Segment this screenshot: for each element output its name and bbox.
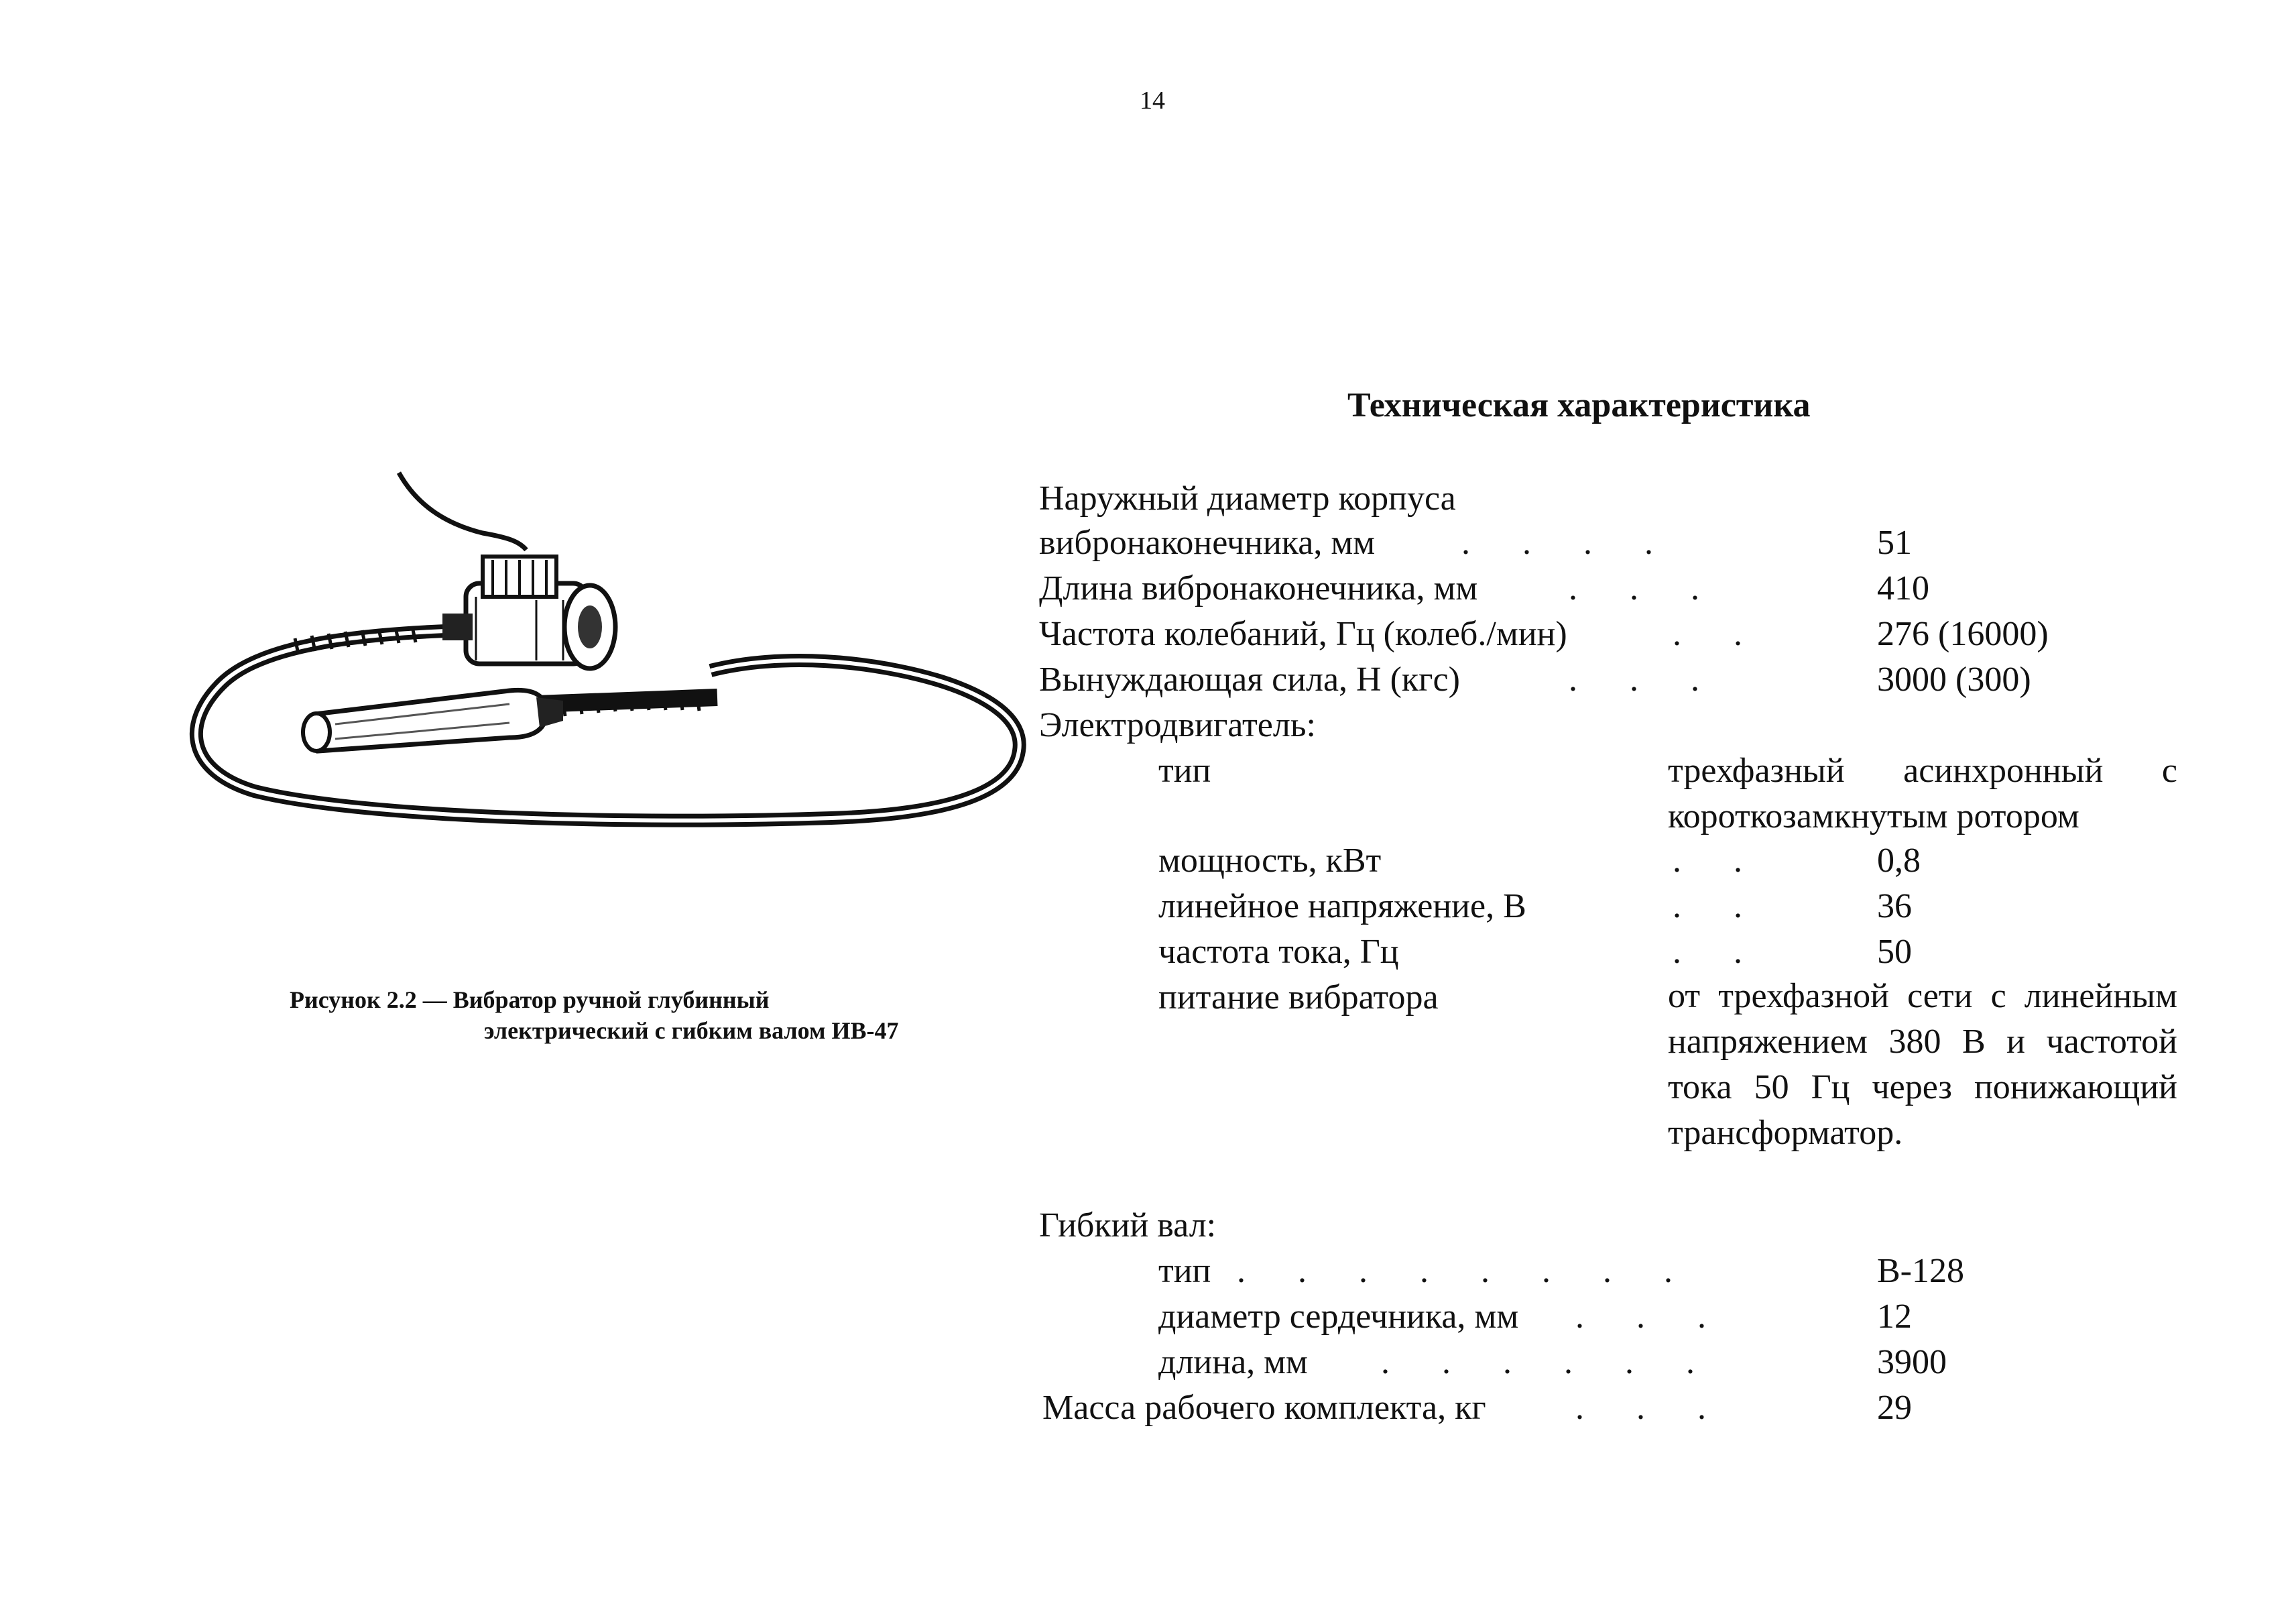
frequency-label: Частота колебаний, Гц (колеб./мин) xyxy=(1039,615,1567,653)
leader-dots: . . . . xyxy=(1461,524,1653,562)
leader-dots: . . . . . . . . xyxy=(1237,1252,1673,1290)
shaft-length-label: длина, мм xyxy=(1158,1343,1308,1381)
vibrator-illustration xyxy=(161,463,1032,898)
caption-line-2: электрический с гибким валом ИВ-47 xyxy=(484,1017,899,1044)
page-number: 14 xyxy=(1140,86,1165,115)
outer-diameter-value: 51 xyxy=(1877,524,1912,562)
frequency-value: 276 (16000) xyxy=(1877,615,2049,653)
supply-label: питание вибратора xyxy=(1158,978,1439,1017)
shaft-type-label: тип xyxy=(1158,1252,1211,1290)
power-label: мощность, кВт xyxy=(1158,842,1382,880)
voltage-value: 36 xyxy=(1877,887,1912,925)
core-diameter-label: диаметр сердечника, мм xyxy=(1158,1297,1519,1336)
power-value: 0,8 xyxy=(1877,842,1921,880)
leader-dots: . . . xyxy=(1575,1389,1706,1427)
motor-type-value: трехфазный асинхронный с короткозамкнутым ротором xyxy=(1668,752,2177,835)
leader-dots: . . xyxy=(1673,615,1742,653)
leader-dots: . . . xyxy=(1569,660,1699,699)
tip-length-label: Длина вибронаконечника, мм xyxy=(1039,569,1478,607)
tip-length-value: 410 xyxy=(1877,569,1929,607)
force-label: Вынуждающая сила, Н (кгс) xyxy=(1039,660,1460,699)
force-value: 3000 (300) xyxy=(1877,660,2031,699)
current-freq-label: частота тока, Гц xyxy=(1158,933,1399,971)
outer-diameter-label-2: вибронаконечника, мм xyxy=(1039,524,1376,562)
core-diameter-value: 12 xyxy=(1877,1297,1912,1336)
leader-dots: . . . . . . xyxy=(1381,1343,1695,1381)
supply-value: от трехфазной сети с линейным напряжением 380 В и частотой тока 50 Гц через понижающий трансформатор. xyxy=(1668,977,2177,1152)
leader-dots: . . . xyxy=(1569,569,1699,607)
outer-diameter-label-1: Наружный диаметр корпуса xyxy=(1039,479,1456,518)
leader-dots: . . . xyxy=(1575,1297,1706,1336)
mass-label: Масса рабочего комплекта, кг xyxy=(1042,1389,1486,1427)
leader-dots: . . xyxy=(1673,933,1742,971)
shaft-length-value: 3900 xyxy=(1877,1343,1947,1381)
figure-caption xyxy=(290,984,899,1046)
motor-label: Электродвигатель: xyxy=(1039,706,1316,744)
shaft-label: Гибкий вал: xyxy=(1039,1206,1217,1244)
leader-dots: . . xyxy=(1673,842,1742,880)
current-freq-value: 50 xyxy=(1877,933,1912,971)
motor-type-label: тип xyxy=(1158,752,1211,790)
caption-line-1: Рисунок 2.2 — Вибратор ручной глубинный xyxy=(290,986,770,1013)
mass-value: 29 xyxy=(1877,1389,1912,1427)
leader-dots: . . xyxy=(1673,887,1742,925)
shaft-type-value: В-128 xyxy=(1877,1252,1964,1290)
spec-title: Техническая характеристика xyxy=(1347,386,1811,424)
voltage-label: линейное напряжение, В xyxy=(1158,887,1526,925)
